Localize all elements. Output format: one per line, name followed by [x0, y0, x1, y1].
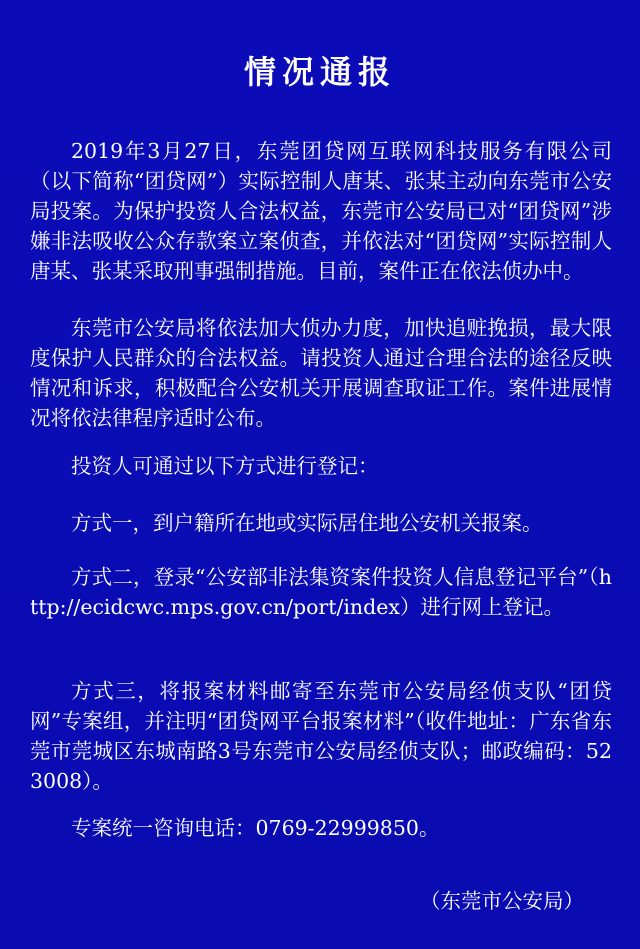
issuer-signature: （东莞市公安局） [420, 889, 584, 913]
paragraph-hotline: 专案统一咨询电话：0769-22999850。 [71, 816, 440, 840]
notice-title: 情况通报 [243, 53, 396, 91]
paragraph-registration-intro: 投资人可通过以下方式进行登记： [71, 454, 379, 478]
paragraph-investigation-efforts: 东莞市公安局将依法加大侦办力度，加快追赃挽损，最大限度保护人民群众的合法权益。请投资人通过合理合法的途径反映情况和诉求，积极配合公安机关开展调查取证工作。案件进展情况将依法律程序适时公布。 [30, 316, 612, 430]
paragraph-case-overview: 2019年3月27日，东莞团贷网互联网科技服务有限公司（以下简称“团贷网”）实际控制人唐某、张某主动向东莞市公安局投案。为保护投资人合法权益，东莞市公安局已对“团贷网”涉嫌非法吸收公众存款案立案侦查，并依法对“团贷网”实际控制人唐某、张某采取刑事强制措施。目前，案件正在依法侦办中。 [30, 139, 612, 283]
paragraph-method-one: 方式一，到户籍所在地或实际居住地公安机关报案。 [71, 511, 543, 535]
paragraph-method-two: 方式二，登录“公安部非法集资案件投资人信息登记平台”（http://ecidcwc.mps.gov.cn/port/index）进行网上登记。 [30, 565, 612, 619]
paragraph-method-three: 方式三，将报案材料邮寄至东莞市公安局经侦支队“团贷网”专案组，并注明“团贷网平台报案材料”（收件地址：广东省东莞市莞城区东城南路3号东莞市公安局经侦支队；邮政编码：523008）。 [30, 679, 612, 793]
